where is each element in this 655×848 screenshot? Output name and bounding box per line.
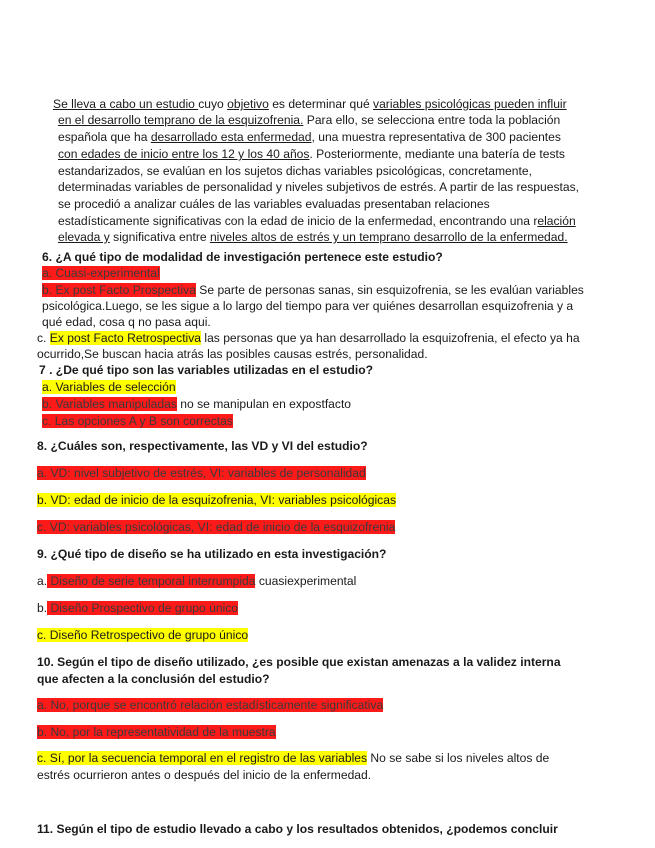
- intro-text: , una muestra representativa de 300 pacientes: [311, 130, 561, 144]
- q6-note-line: psicológica.Luego, se les sigue a lo largo del tiempo para ver quiénes desarrollan esquizofrenia y a: [42, 299, 574, 313]
- intro-line-7: se procedió a analizar cuáles de las variables evaluadas presentaban relaciones: [58, 197, 490, 211]
- q6-option-c-text: Ex post Facto Retrospectiva: [49, 331, 202, 345]
- q6-option-b: [42, 283, 584, 298]
- q9-option-c: [37, 628, 248, 643]
- q9-option-a-prefix: a.: [37, 574, 48, 588]
- question-9: 9. ¿Qué tipo de diseño se ha utilizado en esta investigación?: [37, 547, 387, 561]
- intro-text: niveles altos de estrés y un temprano desarrollo de la enfermedad.: [209, 230, 568, 244]
- intro-line-5: estandarizados, se evalúan en los sujetos dichas variables psicológicas, concretamente,: [58, 164, 532, 178]
- intro-line-9: [58, 230, 568, 245]
- question-11: 11. Según el tipo de estudio llevado a cabo y los resultados obtenidos, ¿podemos concluir: [37, 822, 558, 836]
- q10-option-a-text: a. No, porque se encontró relación estadísticamente significativa: [37, 698, 384, 712]
- q10-option-c-note: No se sabe si los niveles altos de: [367, 751, 550, 765]
- q6-note-line: qué edad, cosa q no pasa aqui.: [42, 315, 211, 329]
- q8-option-c: [37, 520, 395, 535]
- question-8: 8. ¿Cuáles son, respectivamente, las VD y VI del estudio?: [37, 439, 368, 453]
- q8-option-b-text: b. VD: edad de inicio de la esquizofrenia, VI: variables psicológicas: [37, 493, 396, 507]
- intro-line-4: [58, 147, 565, 162]
- q10-option-a: [37, 698, 383, 713]
- question-10-cont: que afecten a la conclusión del estudio?: [37, 672, 270, 686]
- q6-option-a: [42, 266, 160, 281]
- q6-option-c-note: las personas que ya han desarrollado la esquizofrenia, el efecto ya ha: [201, 331, 580, 345]
- q9-option-a-note: cuasiexperimental: [255, 574, 357, 588]
- intro-text: cuyo: [198, 97, 228, 111]
- intro-text: elevada y: [58, 230, 110, 244]
- intro-text: objetivo: [227, 97, 269, 111]
- question-10: 10. Según el tipo de diseño utilizado, ¿es posible que existan amenazas a la validez interna: [37, 655, 561, 669]
- intro-text: variables psicológicas pueden influir: [373, 97, 567, 111]
- q6-option-c-prefix: c.: [37, 331, 50, 345]
- intro-line-3: [58, 130, 561, 145]
- question-6: 6. ¿A qué tipo de modalidad de investigación pertenece este estudio?: [42, 250, 443, 264]
- intro-text: encontrando una r: [435, 214, 538, 228]
- q7-option-a-text: a. Variables de selección: [42, 380, 176, 394]
- intro-text: estadísticamente significativas con la edad de inicio de la enfermedad: [58, 214, 433, 228]
- q9-option-b-prefix: b.: [37, 601, 48, 615]
- q7-option-c-text: c. Las opciones A y B son correctas: [42, 414, 233, 428]
- q8-option-a-text: a. VD: nivel subjetivo de estrés, VI: variables de personalidad: [37, 466, 366, 480]
- q9-option-c-text: c. Diseño Retrospectivo de grupo único: [37, 628, 249, 642]
- intro-text: significativa entre: [109, 230, 210, 244]
- q9-option-a: [37, 574, 356, 589]
- q10-note-line: estrés ocurrieron antes o después del inicio de la enfermedad.: [37, 768, 372, 782]
- q6-option-b-note: Se parte de personas sanas, sin esquizofrenia, se les evalúan variables: [195, 283, 584, 297]
- intro-line-6: determinadas variables de personalidad y niveles subjetivos de estrés. A partir de las respuestas,: [58, 180, 579, 194]
- intro-line-8: [58, 214, 576, 229]
- intro-line-1: [53, 97, 567, 112]
- q8-option-b: [37, 493, 396, 508]
- q9-option-b-text: Diseño Prospectivo de grupo único: [47, 601, 239, 615]
- q7-option-b-note: no se manipulan en expostfacto: [176, 397, 352, 411]
- intro-text: Para ello, se selecciona entre toda la población: [303, 113, 561, 127]
- q8-option-a: [37, 466, 366, 481]
- q10-option-b-text: b. No, por la representatividad de la muestra: [37, 725, 276, 739]
- intro-text: elación: [537, 214, 576, 228]
- intro-line-2: [58, 113, 560, 128]
- q10-option-c-text: c. Sí, por la secuencia temporal en el registro de las variables: [37, 751, 368, 765]
- q9-option-b: [37, 601, 238, 616]
- intro-text: . Posteriormente, mediante una batería de tests: [309, 147, 565, 161]
- q6-option-c: [37, 331, 580, 346]
- q10-option-c: [37, 751, 549, 766]
- q7-option-c: [42, 414, 233, 429]
- intro-text: ,: [432, 214, 436, 228]
- intro-text: es determinar qué: [268, 97, 374, 111]
- intro-text: española que ha: [58, 130, 151, 144]
- question-7: 7 . ¿De qué tipo son las variables utilizadas en el estudio?: [39, 363, 374, 377]
- q6-note-line: ocurrido,Se buscan hacia atrás las posibles causas estrés, personalidad.: [37, 347, 428, 361]
- q7-option-b-text: b. Variables manipuladas: [42, 397, 177, 411]
- intro-text: Se lleva a cabo un estudio: [53, 97, 199, 111]
- q6-option-b-text: b. Ex post Facto Prospectiva: [42, 283, 196, 297]
- intro-text: desarrollado esta enfermedad: [150, 130, 312, 144]
- q8-option-c-text: c. VD: variables psicológicas, VI: edad de inicio de la esquizofrenia: [37, 520, 396, 534]
- q7-option-b: [42, 397, 351, 412]
- q9-option-a-text: Diseño de serie temporal interrumpida: [47, 574, 256, 588]
- q10-option-b: [37, 725, 276, 740]
- q7-option-a: [42, 380, 176, 395]
- intro-text: en el desarrollo temprano de la esquizofrenia.: [58, 113, 304, 127]
- intro-text: con edades de inicio entre los 12 y los 40 años: [58, 147, 310, 161]
- q6-option-a-text: a. Cuasi-experimental: [42, 266, 160, 280]
